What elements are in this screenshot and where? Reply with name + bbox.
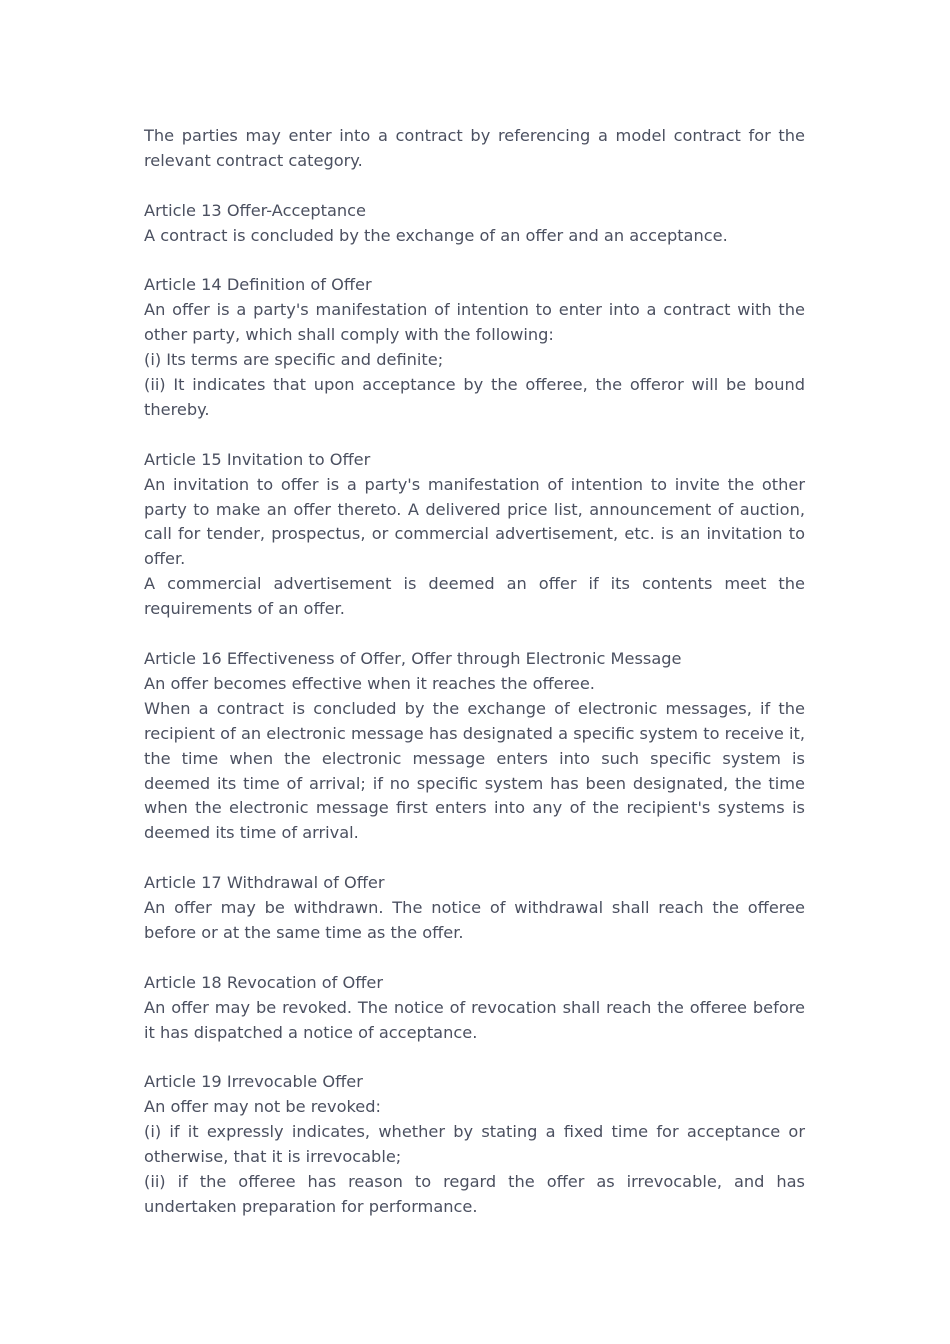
article-15 bbox=[144, 448, 805, 622]
article-19 bbox=[144, 1070, 805, 1219]
article-paragraph: (i) Its terms are specific and definite; bbox=[144, 350, 444, 370]
article-heading: Article 15 Invitation to Offer bbox=[144, 449, 371, 469]
article-paragraph: When a contract is concluded by the exchange of electronic messages, if the recipient of an electronic message has designated a specific system to receive it, the time when the electronic message enters into such specific system is deemed its time of arrival; if no specific system has been designated, the time when the electronic message first enters into any of the recipient's systems is deemed its time of arrival. bbox=[144, 698, 805, 843]
article-paragraph: A commercial advertisement is deemed an offer if its contents meet the requirements of an offer. bbox=[144, 574, 805, 619]
article-paragraph: (i) if it expressly indicates, whether by stating a fixed time for acceptance or otherwise, that it is irrevocable; bbox=[144, 1122, 805, 1167]
article-16 bbox=[144, 647, 805, 846]
article-paragraph: An offer may be withdrawn. The notice of withdrawal shall reach the offeree before or at the same time as the offer. bbox=[144, 898, 805, 942]
article-heading: Article 17 Withdrawal of Offer bbox=[144, 873, 385, 893]
article-heading: Article 19 Irrevocable Offer bbox=[144, 1072, 363, 1092]
article-13 bbox=[144, 199, 805, 249]
article-paragraph: An offer may not be revoked: bbox=[144, 1097, 381, 1117]
article-paragraph: A contract is concluded by the exchange of an offer and an acceptance. bbox=[144, 225, 728, 245]
article-heading: Article 18 Revocation of Offer bbox=[144, 972, 384, 992]
article-14 bbox=[144, 273, 805, 422]
article-paragraph: An offer may be revoked. The notice of revocation shall reach the offeree before it has dispatched a notice of acceptance. bbox=[144, 997, 805, 1042]
article-heading: Article 16 Effectiveness of Offer, Offer through Electronic Message bbox=[144, 648, 682, 668]
article-heading: Article 13 Offer-Acceptance bbox=[144, 200, 366, 220]
article-paragraph: An invitation to offer is a party's manifestation of intention to invite the other party to make an offer thereto. A delivered price list, announcement of auction, call for tender, prospectus, or commercial advertisement, etc. is an invitation to offer. bbox=[144, 474, 805, 569]
intro-paragraph: The parties may enter into a contract by referencing a model contract for the relevant contract category. bbox=[144, 126, 805, 170]
article-18 bbox=[144, 971, 805, 1046]
article-paragraph: An offer is a party's manifestation of intention to enter into a contract with the other party, which shall comply with the following: bbox=[144, 300, 805, 345]
article-17 bbox=[144, 871, 805, 946]
article-paragraph: (ii) It indicates that upon acceptance by the offeree, the offeror will be bound thereby. bbox=[144, 375, 805, 419]
article-paragraph: (ii) if the offeree has reason to regard the offer as irrevocable, and has undertaken preparation for performance. bbox=[144, 1171, 805, 1216]
article-heading: Article 14 Definition of Offer bbox=[144, 275, 372, 295]
document-body bbox=[144, 124, 805, 1220]
article-paragraph: An offer becomes effective when it reaches the offeree. bbox=[144, 673, 595, 693]
